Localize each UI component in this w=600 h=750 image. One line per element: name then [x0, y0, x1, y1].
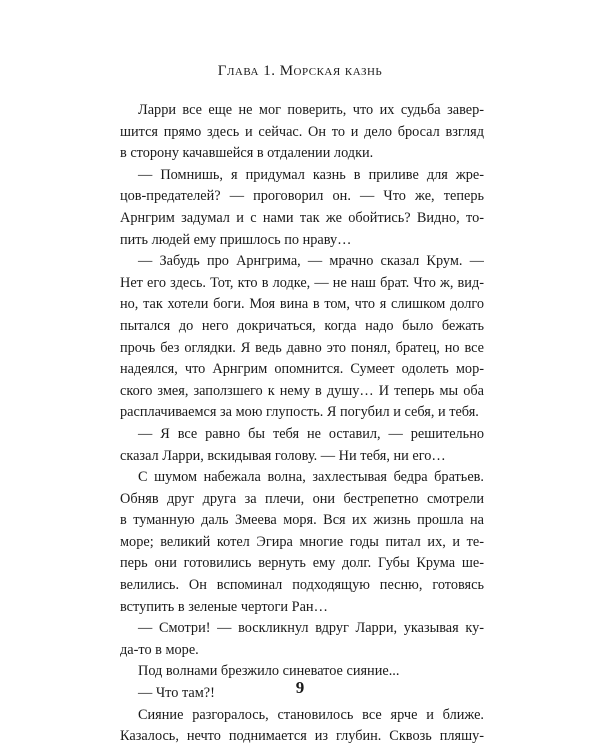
text-line: но, так хотели боги. Моя вина в том, что я слишком долго: [120, 296, 484, 313]
text-line: вступить в зеленые чертоги Ран…: [120, 598, 328, 615]
text-line: сказал Ларри, вскидывая голову. — Ни тебя, ни его…: [120, 447, 446, 464]
text-line: — Я все равно бы тебя не оставил, — решительно: [138, 425, 484, 442]
text-line: Казалось, нечто поднимается из глубин. Сквозь пляшу-: [120, 728, 484, 745]
text-line: перь они готовились вернуть ему долг. Губы Крума ше-: [120, 555, 484, 572]
text-line: Обняв друг друга за плечи, они бестрепетно смотрели: [120, 490, 484, 507]
body-text: [120, 100, 484, 748]
chapter-title: Глава 1. Морская казнь: [217, 63, 383, 79]
page-number: 9: [295, 678, 305, 697]
text-line: шится прямо здесь и сейчас. Он то и дело бросал взгляд: [120, 123, 484, 140]
text-line: море; великий котел Эгира многие годы питал их, и те-: [120, 533, 484, 550]
text-line: Нет его здесь. Тот, кто в лодке, — не наш брат. Что ж, вид-: [120, 274, 484, 291]
text-line: Под волнами брезжило синеватое сияние...: [138, 663, 400, 680]
text-line: надеялся, что Арнгрим опомнится. Сумеет одолеть мор-: [120, 361, 484, 378]
text-line: — Смотри! — воскликнул вдруг Ларри, указывая ку-: [138, 620, 484, 637]
text-line: — Помнишь, я придумал казнь в приливе для жре-: [138, 166, 484, 183]
text-line: в сторону качавшейся в отдалении лодки.: [120, 145, 374, 162]
text-line: Сияние разгоралось, становилось все ярче и ближе.: [138, 706, 484, 723]
text-line: — Забудь про Арнгрима, — мрачно сказал Крум. —: [138, 253, 484, 270]
text-line: пытался до него докричаться, когда надо было бежать: [120, 317, 484, 334]
text-line: расплачиваемся за мою глупость. Я погубил и себя, и тебя.: [120, 404, 479, 421]
text-line: С шумом набежала волна, захлестывая бедра братьев.: [138, 469, 484, 486]
text-line: ского змея, заползшего к нему в душу… И теперь мы оба: [120, 382, 484, 399]
text-line: — Что там?!: [138, 685, 215, 702]
text-line: велились. Он вспоминал подходящую песню, готовясь: [120, 577, 484, 594]
text-line: пить людей ему пришлось по нраву…: [120, 231, 352, 248]
text-line: Ларри все еще не мог поверить, что их судьба завер-: [138, 102, 484, 118]
text-line: Арнгрим задумал и с нами так же обойтись? Видно, то-: [120, 209, 484, 226]
text-line: прочь без оглядки. Я ведь давно это понял, братец, но все: [120, 339, 484, 356]
text-line: цов-предателей? — проговорил он. — Что же, теперь: [120, 188, 484, 205]
text-line: в туманную даль Змеева моря. Вся их жизнь прошла на: [120, 512, 484, 529]
text-line: да-то в море.: [120, 641, 199, 658]
